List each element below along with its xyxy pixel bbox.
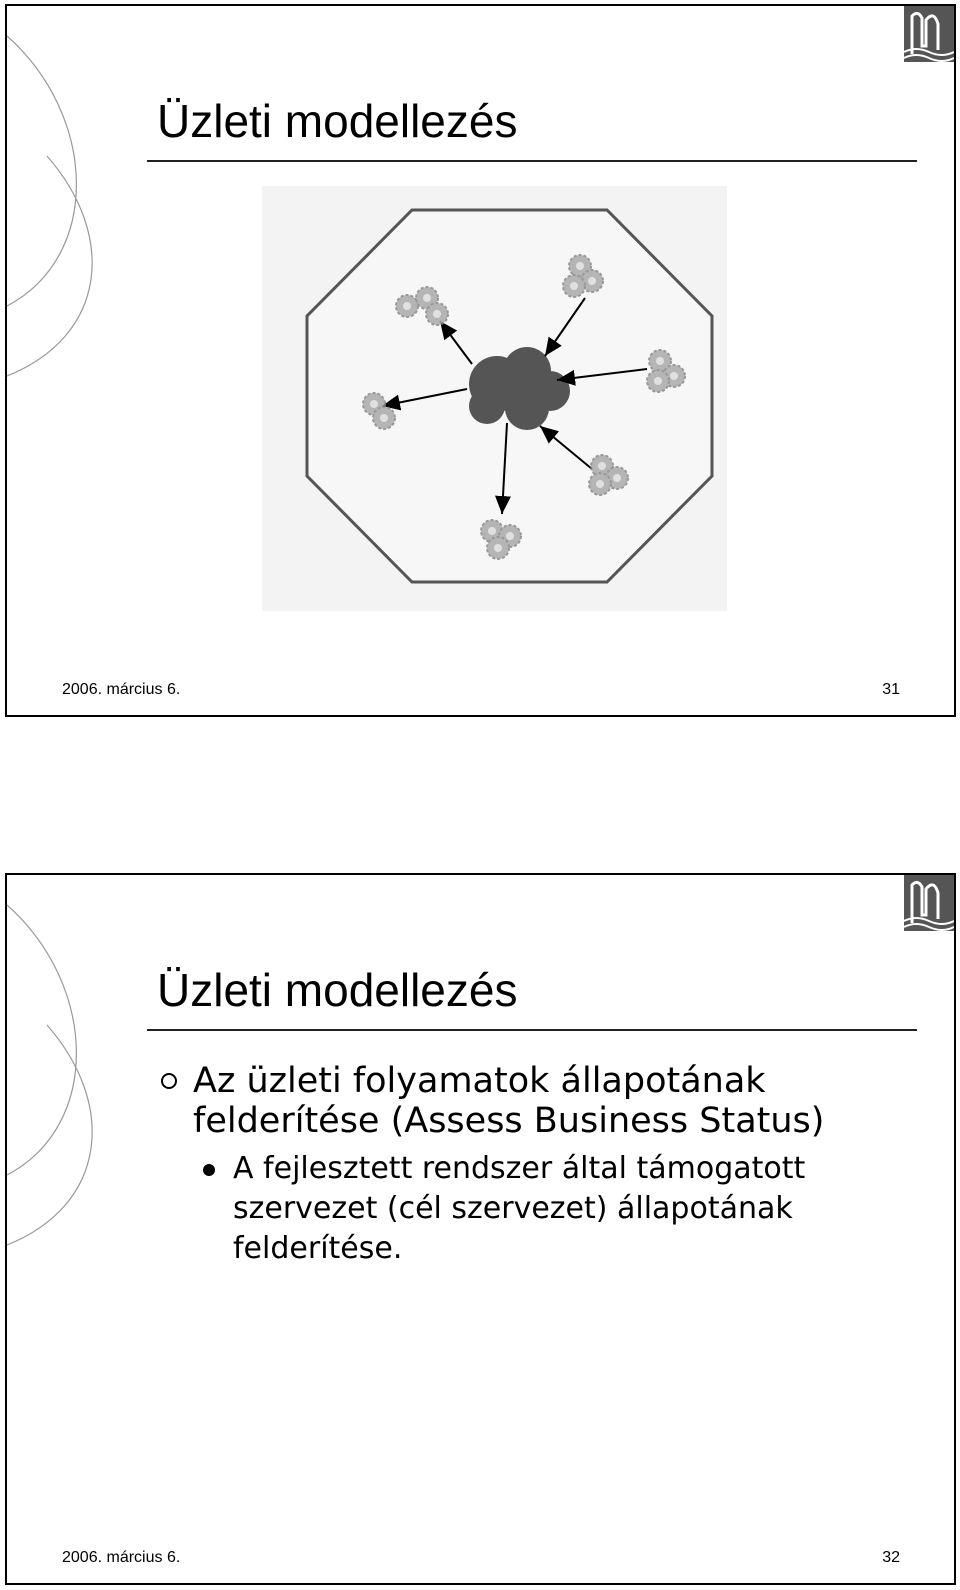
- slide-32: [5, 873, 956, 1585]
- footer-date: 2006. március 6.: [62, 681, 181, 698]
- institution-logo-icon: [904, 6, 954, 62]
- sub-bullet-text: A fejlesztett rendszer által támogatott szervezet (cél szervezet) állapotának felderítése.: [233, 1151, 806, 1266]
- sub-bullet-item: [193, 1149, 937, 1269]
- page-number: 31: [882, 681, 900, 698]
- title-divider: [147, 1029, 917, 1031]
- institution-logo-icon: [904, 875, 954, 931]
- page-number: 32: [882, 1549, 900, 1566]
- footer-date: 2006. március 6.: [62, 1549, 181, 1566]
- decorative-arcs: [7, 875, 117, 1295]
- bullet-list: [157, 1061, 937, 1269]
- slide-title: Üzleti modellezés: [157, 964, 518, 1016]
- slide-31: [5, 4, 956, 717]
- bullet-text: Az üzleti folyamatok állapotának felderítése (Assess Business Status): [193, 1061, 825, 1141]
- filled-circle-bullet-icon: [203, 1164, 215, 1176]
- business-network-diagram: [262, 186, 727, 611]
- bullet-item: [157, 1061, 937, 1141]
- hollow-circle-bullet-icon: [161, 1073, 177, 1089]
- title-divider: [147, 160, 917, 162]
- decorative-arcs: [7, 6, 117, 426]
- slide-title: Üzleti modellezés: [157, 95, 518, 147]
